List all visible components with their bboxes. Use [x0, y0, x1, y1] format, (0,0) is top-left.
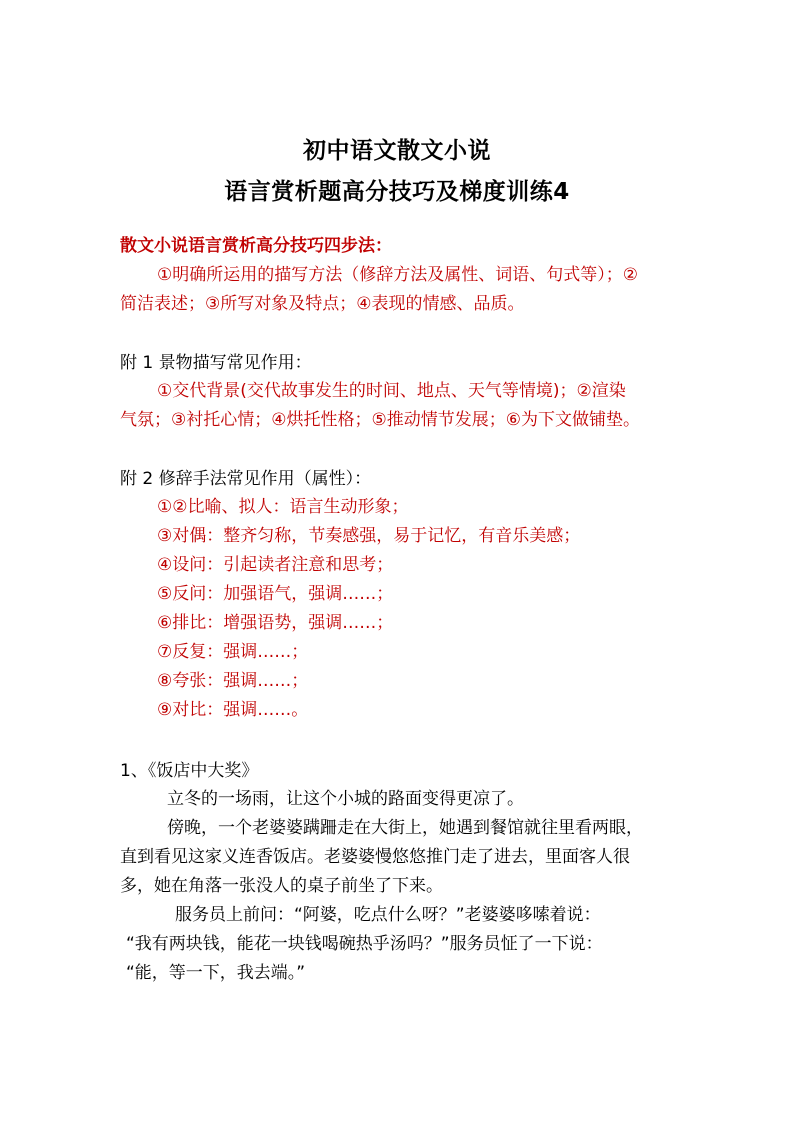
appendix2-item: ④设问：引起读者注意和思考； [157, 555, 394, 575]
appendix2-heading: 附 2 修辞手法常见作用（属性）： [120, 469, 372, 489]
story-paragraph-line: 立冬的一场雨，让这个小城的路面变得更凉了。 [167, 789, 524, 809]
story-paragraph-line: 服务员上前问：“阿婆，吃点什么呀？”老婆婆哆嗦着说： [175, 905, 601, 925]
appendix2-item: ⑤反问：加强语气，强调……； [157, 584, 394, 604]
appendix2-item: ⑨对比：强调……。 [157, 700, 309, 720]
appendix1-text-line1: ①交代背景(交代故事发生的时间、地点、天气等情境)；②渲染 [157, 381, 626, 401]
method-text-line1: ①明确所运用的描写方法（修辞方法及属性、词语、句式等）；② [157, 265, 638, 285]
story-heading: 1、《饭店中大奖》 [120, 761, 259, 781]
method-text-line2: 简洁表述；③所写对象及特点；④表现的情感、品质。 [120, 294, 525, 314]
document-title-line2: 语言赏析题高分技巧及梯度训练4 [224, 179, 570, 205]
appendix1-heading: 附 1 景物描写常见作用： [120, 353, 312, 373]
story-paragraph-line: 多，她在角落一张没人的桌子前坐了下来。 [120, 876, 443, 896]
appendix2-item: ⑧夸张：强调……； [157, 671, 309, 691]
appendix2-item: ⑥排比：增强语势，强调……； [157, 613, 394, 633]
appendix2-item: ③对偶：整齐匀称，节奏感强，易于记忆，有音乐美感； [157, 526, 581, 546]
appendix1-text-line2: 气氛；③衬托心情；④烘托性格；⑤推动情节发展；⑥为下文做铺垫。 [120, 410, 640, 430]
story-paragraph-line: “能，等一下，我去端。” [126, 963, 306, 983]
story-paragraph-line: 傍晚，一个老婆婆蹒跚走在大街上，她遇到餐馆就往里看两眼， [167, 818, 643, 838]
method-heading: 散文小说语言赏析高分技巧四步法： [120, 236, 392, 256]
appendix2-item: ⑦反复：强调……； [157, 642, 309, 662]
story-paragraph-line: 直到看见这家义连香饭店。老婆婆慢悠悠推门走了进去，里面客人很 [120, 847, 630, 867]
story-paragraph-line: “我有两块钱，能花一块钱喝碗热乎汤吗？”服务员怔了一下说： [126, 934, 603, 954]
document-title-line1: 初中语文散文小说 [303, 138, 491, 164]
appendix2-item: ①②比喻、拟人：语言生动形象； [157, 497, 409, 517]
